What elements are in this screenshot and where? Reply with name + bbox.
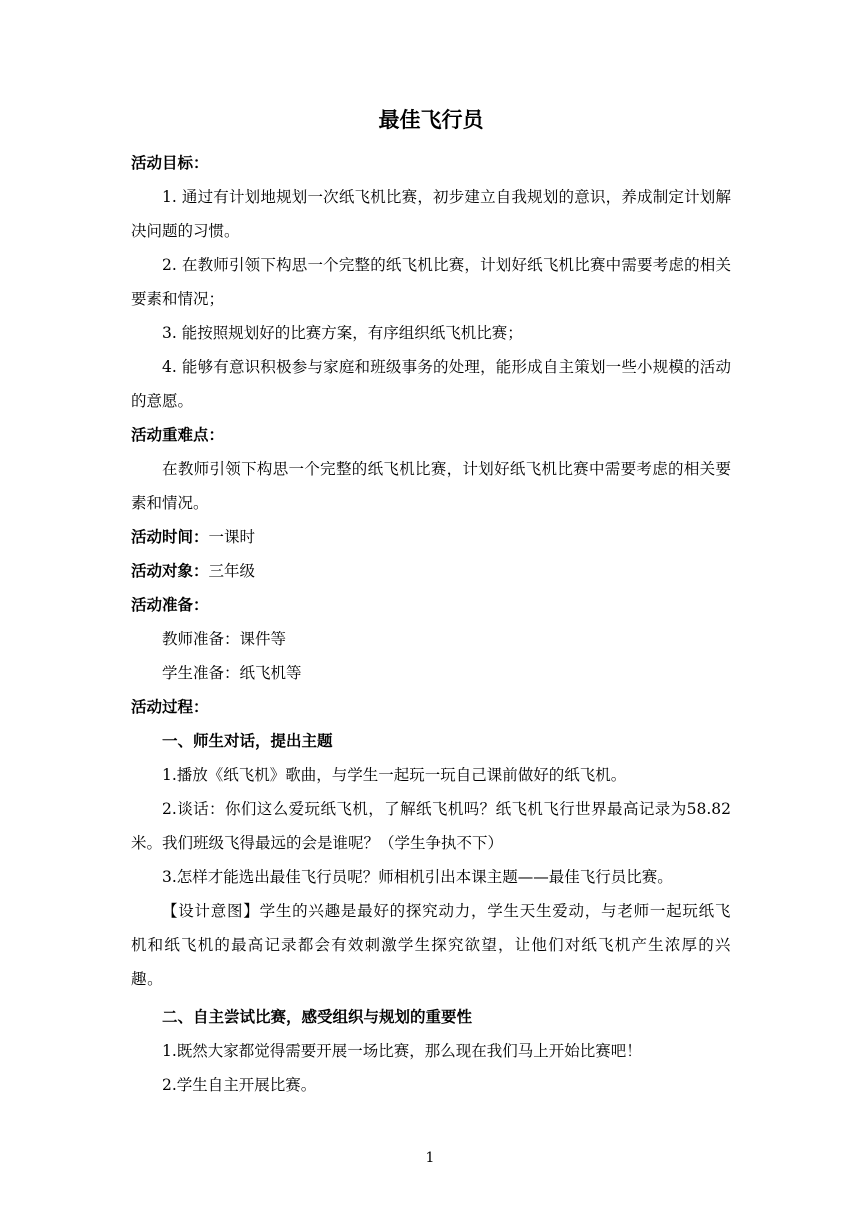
page-number: 1 — [425, 1150, 435, 1166]
section2-item: 2.学生自主开展比赛。 — [162, 1076, 317, 1094]
goal-item: 3. 能按照规划好的比赛方案，有序组织纸飞机比赛； — [162, 324, 523, 342]
section2-item: 1.既然大家都觉得需要开展一场比赛，那么现在我们马上开始比赛吧！ — [162, 1042, 642, 1060]
goal-item: 1. 通过有计划地规划一次纸飞机比赛，初步建立自我规划的意识，养成制定计划解决问题的习惯。 — [131, 188, 731, 240]
time-value: 一课时 — [208, 528, 256, 546]
section1-item: 2.谈话：你们这么爱玩纸飞机，了解纸飞机吗？纸飞机飞行世界最高记录为58.82 米。我们班级飞得最远的会是谁呢？（学生争执不下） — [131, 800, 731, 852]
section1-title: 一、师生对话，提出主题 — [162, 732, 333, 750]
design-intent-note: 【设计意图】学生的兴趣是最好的探究动力，学生天生爱动，与老师一起玩纸飞机和纸飞机的最高记录都会有效刺激学生探究欲望，让他们对纸飞机产生浓厚的兴趣。 — [131, 902, 731, 988]
prep-teacher: 教师准备：课件等 — [162, 630, 287, 648]
time-label: 活动时间： — [131, 528, 209, 546]
key-points-heading: 活动重难点： — [131, 426, 225, 444]
section1-item: 1.播放《纸飞机》歌曲，与学生一起玩一玩自己课前做好的纸飞机。 — [162, 766, 627, 784]
time-line — [131, 520, 731, 554]
audience-label: 活动对象： — [131, 562, 209, 580]
key-points-text: 在教师引领下构思一个完整的纸飞机比赛，计划好纸飞机比赛中需要考虑的相关要素和情况。 — [131, 460, 731, 512]
section1-item: 3.怎样才能选出最佳飞行员呢？师相机引出本课主题——最佳飞行员比赛。 — [162, 868, 673, 886]
prep-student: 学生准备：纸飞机等 — [162, 664, 302, 682]
section2-title: 二、自主尝试比赛，感受组织与规划的重要性 — [162, 1008, 473, 1026]
prep-heading: 活动准备： — [131, 596, 209, 614]
goal-item: 2. 在教师引领下构思一个完整的纸飞机比赛，计划好纸飞机比赛中需要考虑的相关要素和情况； — [131, 256, 731, 308]
process-heading: 活动过程： — [131, 698, 209, 716]
audience-line — [131, 554, 731, 588]
goal-item: 4. 能够有意识积极参与家庭和班级事务的处理，能形成自主策划一些小规模的活动的意愿。 — [131, 358, 731, 410]
document-body — [131, 146, 731, 1102]
goals-heading: 活动目标： — [131, 154, 209, 172]
page-title: 最佳飞行员 — [378, 108, 484, 132]
audience-value: 三年级 — [208, 562, 256, 580]
